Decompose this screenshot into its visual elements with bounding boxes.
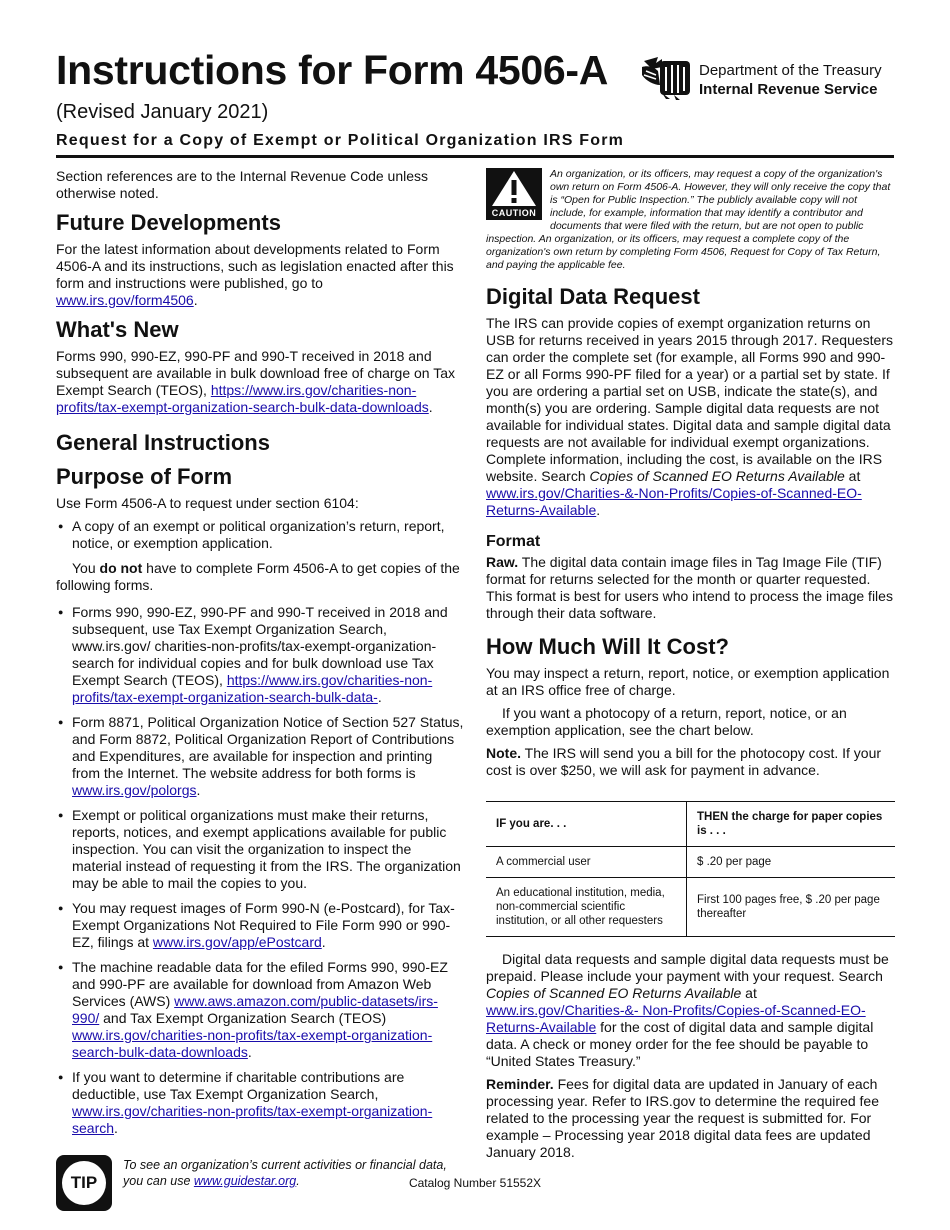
treasury-eagle-icon [640, 55, 694, 101]
table-cell: First 100 pages free, $ .20 per page thereafter [687, 878, 896, 937]
cost-text: You may inspect a return, report, notice, or exemption application at an IRS office free of charge. [486, 665, 890, 698]
photocopy-text: If you want a photocopy of a return, report, notice, or an exemption application, see the chart below. [486, 705, 847, 738]
list-item: ● Form 8871, Political Organization Notice of Section 527 Status, and Form 8872, Political Organization Report of Contributions and Expenditures, are available for inspection and printing from the Internet. The website address for both forms is www.irs.gov/polorgs. [56, 714, 464, 799]
tip-text: To see an organization’s current activities or financial data, you can use www.guidestar.org. [123, 1158, 447, 1188]
caution-box [486, 168, 895, 272]
digital-data-heading: Digital Data Request [486, 284, 700, 309]
right-column [486, 168, 895, 1167]
agency-line: Internal Revenue Service [699, 81, 878, 98]
purpose-list [56, 518, 464, 552]
purpose-heading: Purpose of Form [56, 464, 233, 489]
aws-link[interactable]: www.aws.amazon.com/public-datasets/irs-990/ [72, 993, 438, 1026]
table-cell: A commercial user [486, 847, 687, 878]
department-label [699, 61, 882, 99]
forms-list [56, 604, 464, 1137]
table-cell: An educational institution, media, non-commercial scientific institution, or all other requesters [486, 878, 687, 937]
header-rule [56, 155, 894, 158]
prepaid-text: Digital data requests and sample digital data requests must be prepaid. Please include your payment with your request. Search Copies of Scanned EO Returns Available at www.irs.gov/Charities-&- Non-Profits/Copies-of-Scanned-EO-Returns-Available for the cost of digital data and sample digital data. A check or money order for the fee should be payable to “United States Treasury.” [486, 951, 889, 1069]
table-header-row [486, 802, 895, 847]
table-row [486, 847, 895, 878]
teos-search-link[interactable]: www.irs.gov/charities-non-profits/tax-exempt-organization-search [72, 1103, 433, 1136]
table-header: IF you are. . . [486, 802, 687, 847]
teos-bulk-link[interactable]: https://www.irs.gov/charities-non-profits/tax-exempt-organization-search-bulk-data-downloads [56, 382, 429, 415]
future-developments-heading: Future Developments [56, 210, 281, 235]
cost-heading: How Much Will It Cost? [486, 634, 729, 659]
teos-bulk-link-2[interactable]: www.irs.gov/charities-non-profits/tax-exempt-organization-search-bulk-data-downloads [72, 1027, 433, 1060]
scanned-eo-link-2[interactable]: www.irs.gov/Charities-&- Non-Profits/Copies-of-Scanned-EO-Returns-Available [486, 1002, 866, 1035]
scanned-eo-link[interactable]: www.irs.gov/Charities-&-Non-Profits/Copies-of-Scanned-EO-Returns-Available [486, 485, 862, 518]
revision-date: (Revised January 2021) [56, 101, 269, 123]
guidestar-link[interactable]: www.guidestar.org [193, 1174, 297, 1188]
list-item: ● Exempt or political organizations must make their returns, reports, notices, and exempt applications available for public inspection. You can visit the organization to inspect the material instead of requesting it from the IRS. The organization may be able to mail the copies to you. [56, 807, 464, 892]
whats-new-heading: What's New [56, 317, 179, 342]
format-heading: Format [486, 533, 541, 550]
polorgs-link[interactable]: www.irs.gov/polorgs [72, 782, 197, 798]
page-title: Instructions for Form 4506-A [56, 47, 609, 93]
digital-data-text: The IRS can provide copies of exempt organization returns on USB for returns received in years 2015 through 2017. Requesters can order the complete set (for example, all Forms 990 and 990-EZ or all Forms 990-PF filed for a year) or a partial set by state. If you are ordering a partial set on USB, indicate the state(s), and month(s) you are ordering. Sample digital data requests are not available for individual states. Digital data and sample digital data requests are not available for individual exempt organizations. Complete information, including the cost, is available on the IRS website. Search Copies of Scanned EO Returns Available at www.irs.gov/Charities-&-Non-Profits/Copies-of-Scanned-EO-Returns-Available. [486, 315, 894, 518]
cost-table [486, 801, 895, 937]
general-instructions-heading: General Instructions [56, 430, 270, 455]
catalog-number: Catalog Number 51552X [408, 1176, 542, 1190]
list-item: ● A copy of an exempt or political organization’s return, report, notice, or exemption application. [56, 518, 464, 552]
purpose-text: Use Form 4506-A to request under section 6104: [56, 495, 359, 511]
department-line: Department of the Treasury [699, 62, 882, 79]
future-developments-text: For the latest information about developments related to Form 4506-A and its instructions, such as legislation enacted after this form and instructions were published, go to www.irs.gov/form4506. [56, 241, 454, 308]
future-link[interactable]: www.irs.gov/form4506 [56, 292, 194, 308]
list-item: ● You may request images of Form 990-N (e-Postcard), for Tax-Exempt Organizations Not Required to File Form 990 or 990-EZ, filings at www.irs.gov/app/ePostcard. [56, 900, 464, 951]
caution-text: An organization, or its officers, may request a copy of the organization's own return on Form 4506-A. However, they will only receive the copy that is “Open for Public Inspection.” The publicly available copy will not include, for example, information that may identify a contributor and documents that were filed with the return, but are not open to public inspection. An organization, or its officers, may request a complete copy of the organization's own return by completing Form 4506, Request for Copy of Tax Return, and paying the applicable fee. [486, 168, 891, 271]
caution-icon: CAUTION [486, 168, 542, 220]
reminder-text: Reminder. Fees for digital data are updated in January of each processing year. Refer to IRS.gov to determine the required fee related to the processing year the request is submitted for. For example – Processing year 2018 digital data fees are updated January 2018. [486, 1076, 879, 1160]
warning-triangle-icon [486, 168, 542, 208]
left-column [56, 168, 464, 1215]
table-cell: $ .20 per page [687, 847, 896, 878]
teos-link[interactable]: https://www.irs.gov/charities-non-profits/tax-exempt-organization-search-bulk-data- [72, 672, 433, 705]
note-text: Note. The IRS will send you a bill for the photocopy cost. If your cost is over $250, we will ask for payment in advance. [486, 745, 882, 778]
intro-text: Section references are to the Internal Revenue Code unless otherwise noted. [56, 168, 429, 201]
list-item: ● The machine readable data for the efiled Forms 990, 990-EZ and 990-PF are available for download from Amazon Web Services (AWS) www.aws.amazon.com/public-datasets/irs-990/ and Tax Exempt Organization Search (TEOS) www.irs.gov/charities-non-profits/tax-exempt-organization-search-bulk-data-downloads. [56, 959, 464, 1061]
tip-icon: TIP [56, 1155, 112, 1211]
whats-new-text: Forms 990, 990-EZ, 990-PF and 990-T received in 2018 and subsequent are available in bulk download free of charge on Tax Exempt Search (TEOS), https://www.irs.gov/charities-non-profits/tax-exempt-organization-search-bulk-data-downloads. [56, 348, 456, 415]
table-header: THEN the charge for paper copies is . . . [687, 802, 896, 847]
table-row [486, 878, 895, 937]
list-item: ● If you want to determine if charitable contributions are deductible, use Tax Exempt Organization Search, www.irs.gov/charities-non-profits/tax-exempt-organization-search. [56, 1069, 464, 1137]
list-item: ● Forms 990, 990-EZ, 990-PF and 990-T received in 2018 and subsequent, use Tax Exempt Organization Search, www.irs.gov/ charities-non-profits/tax-exempt-organization-search for individual copies and for bulk download use Tax Exempt Search (TEOS), https://www.irs.gov/charities-non-profits/tax-exempt-organization-search-bulk-data-. [56, 604, 464, 706]
epostcard-link[interactable]: www.irs.gov/app/ePostcard [152, 934, 322, 950]
raw-format-text: Raw. The digital data contain image files in Tag Image File (TIF) format for returns selected for the month or quarter requested. This format is best for users who intend to process the image files through their data software. [486, 554, 893, 621]
page-subtitle: Request for a Copy of Exempt or Political Organization IRS Form [56, 132, 625, 149]
do-not-text: You do not have to complete Form 4506-A to get copies of the following forms. [56, 560, 460, 593]
